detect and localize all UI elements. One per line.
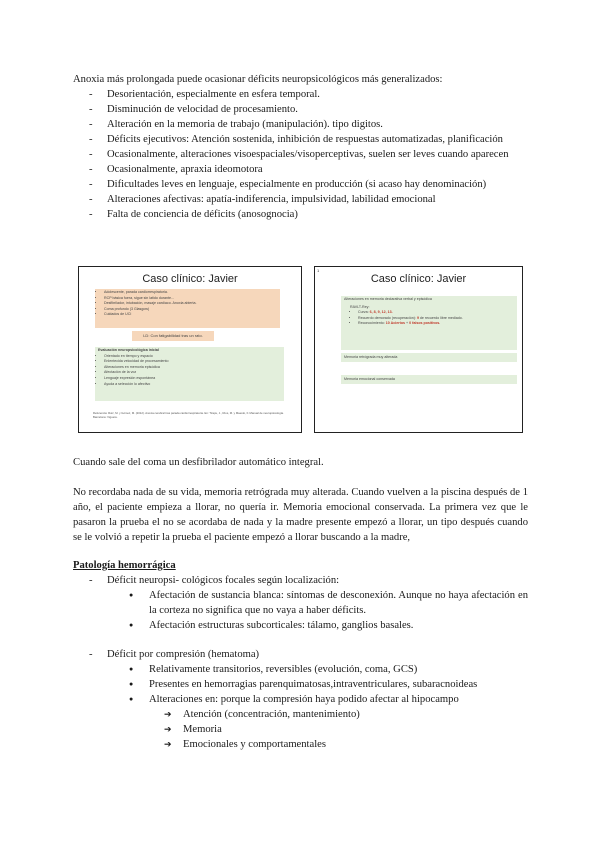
bullet-list	[73, 588, 528, 633]
intro-item: - Falta de conciencia de déficits (anosognocia)	[73, 207, 529, 222]
bullet-item: ● Afectación estructuras subcorticales: tálamo, ganglios basales.	[73, 618, 528, 633]
slide-thumbnail-2	[314, 266, 523, 433]
slide-memory-item: • Recuerdo demorado (recuperación): 9 de recuerdo libre mediado.	[358, 316, 514, 322]
intro-item: - Alteración en la memoria de trabajo (manipulación). tipo digitos.	[73, 117, 529, 132]
intro-lead: Anoxia más prolongada puede ocasionar déficits neuropsicológicos más generalizados:	[73, 74, 443, 85]
dash-item-label: Déficit neuropsi- cológicos focales según localización:	[107, 575, 340, 586]
slide-evaluation-item: • Lenguaje expresión espontánea	[104, 376, 281, 382]
intro-item: - Desorientación, especialmente en esfera temporal.	[73, 87, 529, 102]
intro-item: - Déficits ejecutivos: Atención sostenida, inhibición de respuestas automatizadas, planificación	[73, 132, 529, 147]
slide-evaluation-item: • Orientado en tiempo y espacio	[104, 354, 281, 360]
arrow-item: ➔ Atención (concentración, mantenimiento)	[73, 707, 528, 722]
arrow-item: ➔ Memoria	[73, 722, 528, 737]
slide-number: 1	[317, 268, 320, 273]
intro-item: - Disminución de velocidad de procesamiento.	[73, 102, 529, 117]
bullet-item: ● Afectación de sustancia blanca: síntomas de desconexión. Aunque no haya afectación en la corteza no significa que no vaya a haber déficits.	[73, 588, 528, 618]
bullet-item: ● Alteraciones en: porque la compresión haya podido afectar al hipocampo	[73, 692, 528, 707]
hemorrhage-dash-item	[73, 647, 528, 752]
slide-memory-subtitle: RAVLT-Rey:	[350, 304, 370, 309]
slide-evaluation-item: • Afectación de la voz	[104, 370, 281, 376]
slide-footer: Referencia: Ruiz, M. y Gómez, M. (2012). Anoxia cerebral tras parada cardiorrespiratoria. En: Tirapu, J., Ríos, M. y Maestú, F. Manual de neuropsicología. Barcelona: Viguera.	[93, 411, 284, 419]
dash-item-label: Déficit por compresión (hematoma)	[107, 649, 260, 660]
intro-item: - Alteraciones afectivas: apatía-indiferencia, impulsividad, labilidad emocional	[73, 192, 529, 207]
slide-evaluation-box	[95, 347, 284, 401]
slide-evaluation-item: • Ayuda a selección lo afectivo	[104, 382, 281, 388]
intro-item: - Dificultades leves en lenguaje, especialmente en producción (si acaso hay denominación)	[73, 177, 529, 192]
slide-case-item: • Cuidados de UCI	[104, 312, 277, 318]
slide-memory-title: Alteraciones en memoria declarativa verbal y episódica	[344, 297, 432, 301]
intro-item: - Ocasionalmente, apraxia ideomotora	[73, 162, 529, 177]
slide-case-item: • RCP básica fuera, sigue sin latido durante...	[104, 296, 277, 302]
slide-memory-item: • Reconocimiento: 10 Aciertos + 0 falsos positivos.	[358, 321, 514, 327]
hemorrhage-dash-item	[73, 573, 528, 633]
slide-thumbnail-1	[78, 266, 302, 433]
slide-case-item: • Adolescente, parada cardiorrespiratoria.	[104, 290, 277, 296]
case-paragraph-1: Cuando sale del coma un desfibrilador automático integral.	[73, 457, 324, 468]
intro-item: - Ocasionalmente, alteraciones visoespaciales/visoperceptivas, suelen ser leves cuando aparecen	[73, 147, 529, 162]
intro-list	[73, 87, 529, 222]
hemorrhage-list	[73, 573, 528, 752]
slide-retrograde-box: Memoria retrógrada muy alterada	[341, 353, 517, 362]
hemorrhage-section	[73, 558, 528, 752]
arrow-list	[73, 707, 528, 752]
slide-evaluation-title: Evaluación neuropsicológica inicial	[98, 348, 159, 352]
intro-section	[73, 72, 529, 222]
section-heading: Patología hemorrágica	[73, 560, 176, 571]
arrow-item: ➔ Emocionales y comportamentales	[73, 737, 528, 752]
slide-title: Caso clínico: Javier	[142, 273, 238, 285]
bullet-item: ● Relativamente transitorios, reversibles (evolución, coma, GCS)	[73, 662, 528, 677]
slide-note-box: LD: Con fatigabilidad tras un rato.	[132, 331, 214, 341]
case-paragraph-2: No recordaba nada de su vida, memoria retrógrada muy alterada. Cuando vuelven a la piscina después de 1 año, el paciente empieza a llorar, no quería ir. Memoria emocional conservada. La primera vez que le pasaron la prueba el no se acordaba de nada y la madre presente empezó a llorar, un tipo después cuando se le volvió a repetir la prueba el paciente empezó a llorar buscando a la madre,	[73, 487, 528, 543]
slide-memory-box	[341, 296, 517, 350]
slide-title: Caso clínico: Javier	[370, 273, 467, 285]
slide-case-item: • Desfibrilador, intubación, masaje cardíaco. Anoxia abierta.	[104, 301, 277, 307]
slide-emotional-box: Memoria emocional conservada	[341, 375, 517, 384]
bullet-list	[73, 662, 528, 707]
slide-case-item: • Coma profundo (3 Glasgow)	[104, 307, 277, 313]
slide-evaluation-item: • Alteraciones en memoria episódica	[104, 365, 281, 371]
slide-evaluation-item: • Enlentecida velocidad de procesamiento	[104, 359, 281, 365]
slide-case-box	[95, 289, 280, 328]
bullet-item: ● Presentes en hemorragias parenquimatosas,intraventriculares, subaracnoideas	[73, 677, 528, 692]
slide-memory-item: • Curva: 6, 8, 9, 12, 13.	[358, 310, 514, 316]
